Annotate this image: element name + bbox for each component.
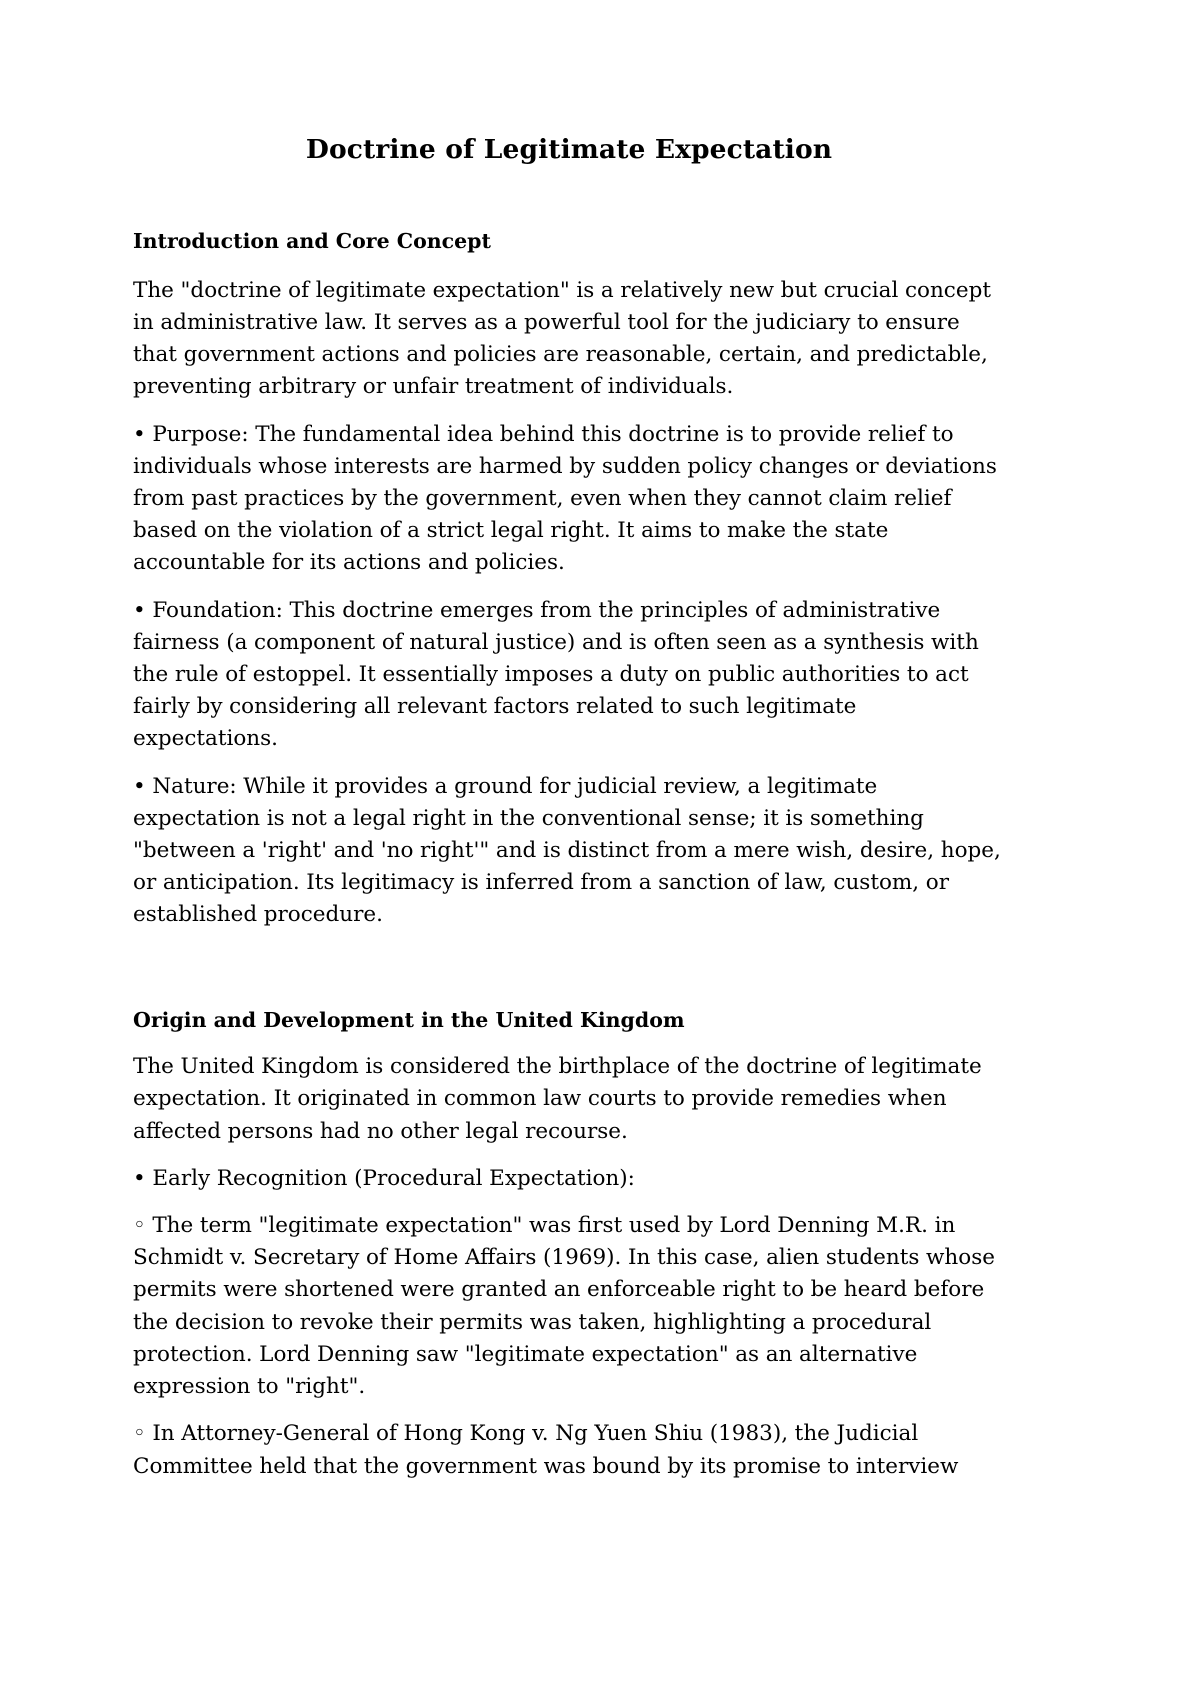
spacer-paragraph	[133, 756, 1005, 771]
subbullet-ng-yuen-shiu-case: ◦ In Attorney-General of Hong Kong v. Ng Yuen Shiu (1983), the Judicial Committee held that the government was bound by its promise to interview	[133, 1421, 959, 1479]
section-heading-introduction-and-core-concept: Introduction and Core Concept	[133, 229, 491, 254]
spacer-heading-to-body	[133, 255, 1005, 275]
paragraph-uk-body: The United Kingdom is considered the birthplace of the doctrine of legitimate expectation. It originated in common law courts to provide remedies when affected persons had no other legal recourse.	[133, 1054, 982, 1144]
bullet-nature: • Nature: While it provides a ground for judicial review, a legitimate expectation is not a legal right in the conventional sense; it is something "between a 'right' and 'no right'" and is distinct from a mere wish, desire, hope, or anticipation. Its legitimacy is inferred from a sanction of law, custom, or established procedure.	[133, 773, 1001, 928]
spacer-before-section-two	[133, 932, 1005, 1007]
bullet-purpose: • Purpose: The fundamental idea behind this doctrine is to provide relief to individuals whose interests are harmed by sudden policy changes or deviations from past practices by the government, even when they cannot claim relief based on the violation of a strict legal right. It aims to make the state accountable for its actions and policies.	[133, 421, 997, 576]
bullet-early-recognition: • Early Recognition (Procedural Expectation):	[133, 1165, 635, 1191]
spacer-paragraph	[133, 1195, 1005, 1210]
spacer-paragraph	[133, 404, 1005, 419]
section-heading-origin-and-development-in-the-united-kingdom: Origin and Development in the United Kingdom	[133, 1007, 685, 1032]
spacer-paragraph	[133, 580, 1005, 595]
paragraph-intro-body: The "doctrine of legitimate expectation" is a relatively new but crucial concept in administrative law. It serves as a powerful tool for the judiciary to ensure that government actions and policies are reasonable, certain, and predictable, preventing arbitrary or unfair treatment of individuals.	[133, 277, 991, 400]
subbullet-schmidt-case: ◦ The term "legitimate expectation" was first used by Lord Denning M.R. in Schmidt v. Secretary of Home Affairs (1969). In this case, alien students whose permits were shortened were granted an enforceable right to be heard before the decision to revoke their permits was taken, highlighting a procedural protection. Lord Denning saw "legitimate expectation" as an alternative expression to "right".	[133, 1213, 995, 1400]
spacer-heading-to-body	[133, 1033, 1005, 1051]
spacer-paragraph	[133, 1403, 1005, 1418]
bullet-foundation: • Foundation: This doctrine emerges from the principles of administrative fairness (a component of natural justice) and is often seen as a synthesis with the rule of estoppel. It essentially imposes a duty on public authorities to act fairly by considering all relevant factors related to such legitimate expectations.	[133, 597, 979, 752]
spacer-paragraph	[133, 1148, 1005, 1163]
page-title: Doctrine of Legitimate Expectation	[305, 134, 833, 165]
document-content	[133, 0, 1005, 1483]
spacer-title-to-section-one	[133, 166, 1005, 228]
